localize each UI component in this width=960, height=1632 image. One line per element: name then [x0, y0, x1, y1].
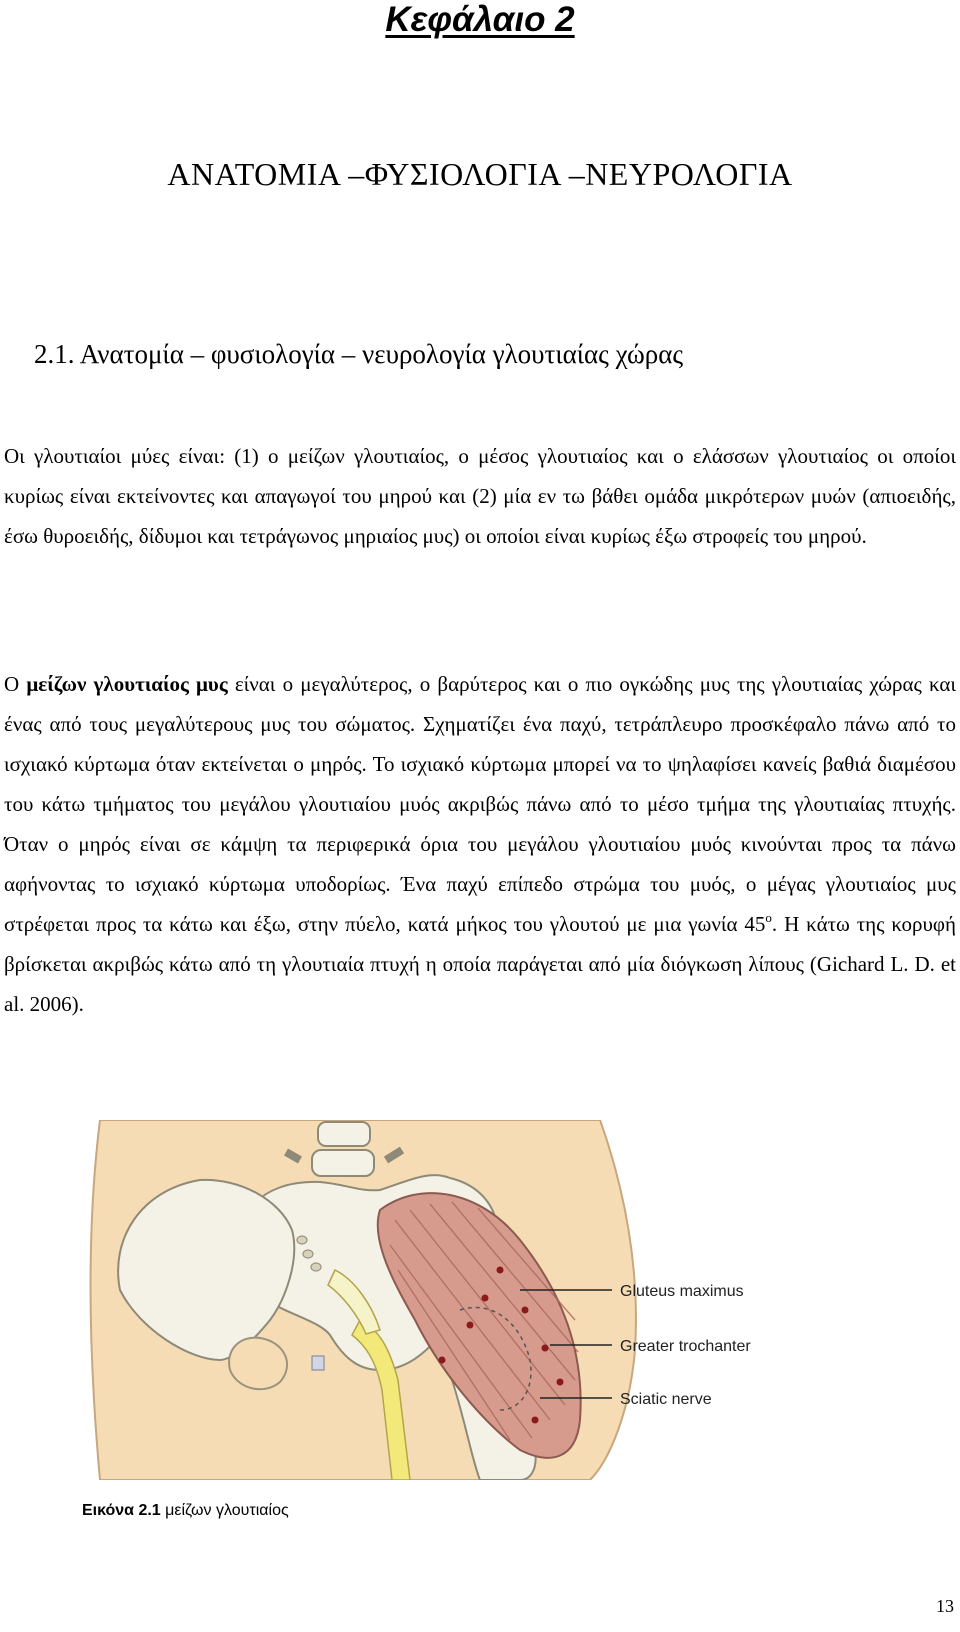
- pubic-symphysis: [312, 1356, 324, 1370]
- label-sciatic-nerve: Sciatic nerve: [620, 1391, 712, 1408]
- caption-label: Εικόνα 2.1: [82, 1502, 161, 1519]
- caption-text: μείζων γλουτιαίος: [160, 1502, 289, 1519]
- bold-term: μείζων γλουτιαίος μυς: [26, 672, 228, 696]
- paragraph-gluteus-maximus: Ο μείζων γλουτιαίος μυς είναι ο μεγαλύτερος, ο βαρύτερος και ο πιο ογκώδης μυς της γλουτιαίας χώρας και ένας από τους μεγαλύτερους μυς του σώματος. Σχηματίζει ένα παχύ, τετράπλευρο προσκέφαλο πάνω από το ισχιακό κύρτωμα όταν εκτείνεται ο μηρός. Το ισχιακό κύρτωμα μπορεί να το ψηλαφίσει κανείς βαθιά διαμέσου του κάτω τμήματος του μεγάλου γλουτιαίου μυός ακριβώς πάνω από το μέσο τμήμα της γλουτιαίας πτυχής. Όταν ο μηρός είναι σε κάμψη τα περιφερικά όρια του μεγάλου γλουτιαίου μυός κινούνται προς τα πάνω αφήνοντας το ισχιακό κύρτωμα υποδορίως. Ένα παχύ επίπεδο στρώμα του μυός, ο μέγας γλουτιαίος μυς στρέφεται προς τα κάτω και έξω, στην πύελο, κατά μήκος του γλουτού με μια γωνία $45^o$. Η κάτω της κορυφή βρίσκεται ακριβώς κάτω από τη γλουτιαία πτυχή η οποία παράγεται από μία διόγκωση λίπους (Gichard L. D. et al. 2006).: [4, 672, 957, 1016]
- figure-caption: [82, 1502, 289, 1520]
- page-number: 13: [936, 1596, 954, 1616]
- label-gluteus-maximus: Gluteus maximus: [620, 1283, 744, 1300]
- obturator-foramen: [229, 1338, 287, 1390]
- paragraph-muscles-overview: Οι γλουτιαίοι μύες είναι: (1) ο μείζων γλουτιαίος, ο μέσος γλουτιαίος και ο ελάσσων γλουτιαίος οι οποίοι κυρίως είναι εκτείνοντες και απαγωγοί του μηρού και (2) μία εν τω βάθει ομάδα μικρότερων μυών (απιοειδής, έσω θυροειδής, δίδυμοι και τετράγωνος μηριαίος μυς) οι οποίοι είναι κυρίως έξω στροφείς του μηρού.: [4, 444, 956, 548]
- section-title: ΑΝΑΤΟΜΙΑ –ΦΥΣΙΟΛΟΓΙΑ –ΝΕΥΡΟΛΟΓΙΑ: [167, 156, 793, 192]
- degree-superscript: ο: [765, 910, 772, 925]
- anatomy-figure: [80, 1120, 860, 1480]
- gluteal-anatomy-illustration: [80, 1120, 860, 1480]
- chapter-title: Κεφάλαιο 2: [385, 0, 575, 39]
- subsection-title: 2.1. Ανατομία – φυσιολογία – νευρολογία γλουτιαίας χώρας: [34, 339, 684, 369]
- label-greater-trochanter: Greater trochanter: [620, 1338, 751, 1355]
